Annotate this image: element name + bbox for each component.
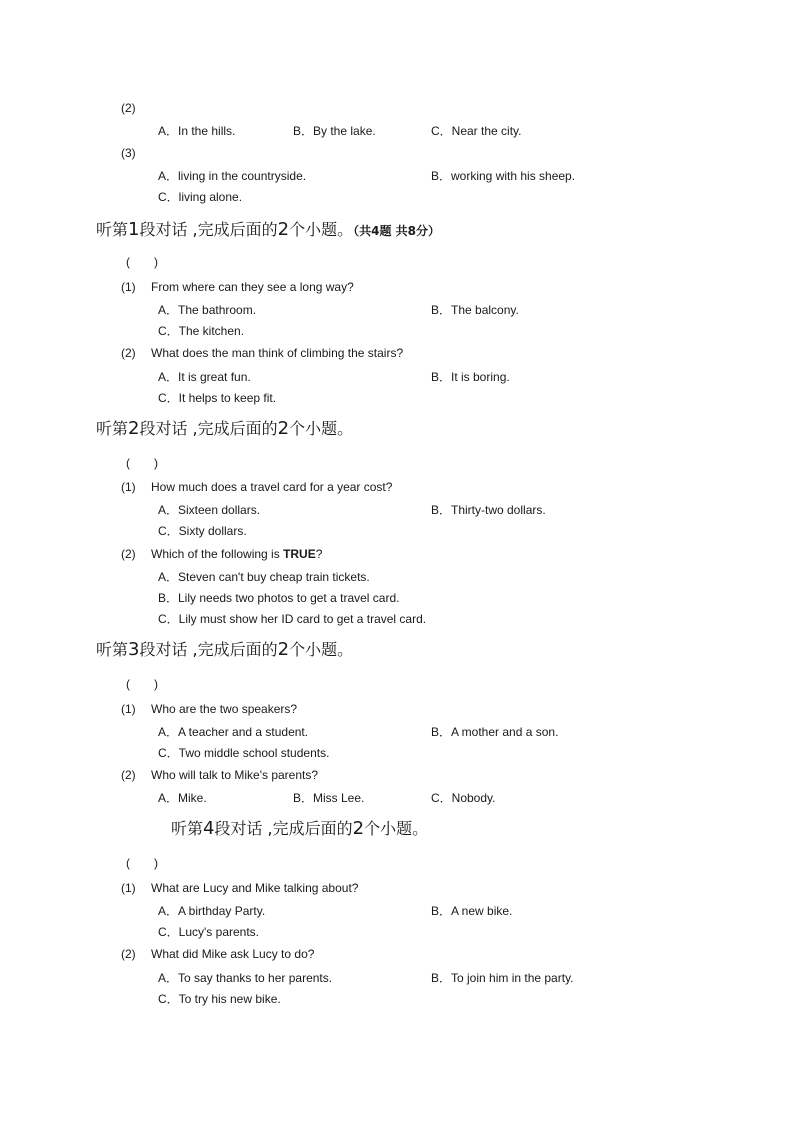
sec4-heading-pre: 听第 <box>171 819 204 838</box>
sec3-q2-option-c[interactable]: C．Nobody. <box>431 791 496 805</box>
sec0-q2-option-c[interactable]: C．Near the city. <box>431 124 522 138</box>
sec3-q1-option-a[interactable]: A．A teacher and a student. <box>158 725 309 739</box>
sec1-answer-paren[interactable]: ( ) <box>126 255 158 269</box>
sec3-heading-pre: 听第 <box>96 640 129 659</box>
sec3-q1-number: (1) <box>121 702 136 716</box>
sec0-q2-option-a[interactable]: A．In the hills. <box>158 124 236 138</box>
sec2-heading-mid: 段对话 ,完成后面的 <box>139 419 278 438</box>
sec2-q1-option-b[interactable]: B．Thirty-two dollars. <box>431 503 546 517</box>
sec4-q2-option-c[interactable]: C．To try his new bike. <box>158 992 281 1006</box>
sec4-q1-number: (1) <box>121 881 136 895</box>
sec4-q1-text: What are Lucy and Mike talking about? <box>151 881 359 895</box>
sec1-heading-mid: 段对话 ,完成后面的 <box>139 220 278 239</box>
sec3-heading-post: 个小题。 <box>289 640 354 659</box>
sec2-heading-count: 2 <box>277 418 290 439</box>
sec4-answer-paren[interactable]: ( ) <box>126 856 158 870</box>
sec0-q2-number: (2) <box>121 101 136 115</box>
sec3-heading <box>96 641 353 659</box>
sec0-q3-option-a[interactable]: A．living in the countryside. <box>158 169 307 183</box>
sec4-q2-text: What did Mike ask Lucy to do? <box>151 947 315 961</box>
sec0-q3-option-b[interactable]: B．working with his sheep. <box>431 169 576 183</box>
sec4-heading <box>171 820 428 838</box>
sec2-answer-paren[interactable]: ( ) <box>126 456 158 470</box>
sec2-q2-text-pre: Which of the following is <box>151 547 284 561</box>
sec2-q2-option-c[interactable]: C．Lily must show her ID card to get a travel card. <box>158 612 427 626</box>
sec1-heading-post: 个小题。 <box>289 220 354 239</box>
sec4-q1-option-c[interactable]: C．Lucy's parents. <box>158 925 259 939</box>
sec3-q2-text: Who will talk to Mike's parents? <box>151 768 319 782</box>
sec3-q1-text: Who are the two speakers? <box>151 702 298 716</box>
sec1-q2-option-c[interactable]: C．It helps to keep fit. <box>158 391 277 405</box>
sec1-q2-number: (2) <box>121 346 136 360</box>
sec3-heading-count: 2 <box>277 639 290 660</box>
sec0-q3-option-c[interactable]: C．living alone. <box>158 190 243 204</box>
sec3-q1-option-b[interactable]: B．A mother and a son. <box>431 725 559 739</box>
sec1-heading-count: 2 <box>277 219 290 240</box>
sec4-heading-number: 4 <box>203 818 215 839</box>
sec1-q1-number: (1) <box>121 280 136 294</box>
sec3-q1-option-c[interactable]: C．Two middle school students. <box>158 746 330 760</box>
sec2-q1-option-a[interactable]: A．Sixteen dollars. <box>158 503 261 517</box>
sec3-q2-option-a[interactable]: A．Mike. <box>158 791 207 805</box>
sec1-q2-text: What does the man think of climbing the stairs? <box>151 346 404 360</box>
sec4-heading-count: 2 <box>352 818 365 839</box>
sec2-q1-option-c[interactable]: C．Sixty dollars. <box>158 524 247 538</box>
sec2-q1-text: How much does a travel card for a year cost? <box>151 480 393 494</box>
sec2-q2-text-post: ? <box>315 547 323 561</box>
sec4-q1-option-a[interactable]: A．A birthday Party. <box>158 904 266 918</box>
sec2-q2-option-a[interactable]: A．Steven can't buy cheap train tickets. <box>158 570 370 584</box>
sec4-q1-option-b[interactable]: B．A new bike. <box>431 904 513 918</box>
sec4-q2-option-a[interactable]: A．To say thanks to her parents. <box>158 971 333 985</box>
sec3-q2-number: (2) <box>121 768 136 782</box>
sec2-q2-number: (2) <box>121 547 136 561</box>
sec4-heading-mid: 段对话 ,完成后面的 <box>214 819 353 838</box>
sec4-q2-option-b[interactable]: B．To join him in the party. <box>431 971 574 985</box>
sec2-heading <box>96 420 353 438</box>
sec1-q2-option-a[interactable]: A．It is great fun. <box>158 370 251 384</box>
sec2-q2-text <box>151 548 322 560</box>
sec3-heading-number: 3 <box>128 639 140 660</box>
sec2-heading-post: 个小题。 <box>289 419 354 438</box>
sec2-heading-number: 2 <box>128 418 140 439</box>
sec2-q1-number: (1) <box>121 480 136 494</box>
sec1-heading-number: 1 <box>128 219 140 240</box>
sec1-heading-note: （共4题 共8分） <box>353 224 441 238</box>
sec1-q2-option-b[interactable]: B．It is boring. <box>431 370 510 384</box>
sec0-q3-number: (3) <box>121 146 136 160</box>
sec1-q1-option-c[interactable]: C．The kitchen. <box>158 324 245 338</box>
sec1-q1-text: From where can they see a long way? <box>151 280 354 294</box>
sec1-heading-pre: 听第 <box>96 220 129 239</box>
sec4-q2-number: (2) <box>121 947 136 961</box>
sec1-q1-option-b[interactable]: B．The balcony. <box>431 303 519 317</box>
sec3-answer-paren[interactable]: ( ) <box>126 677 158 691</box>
sec0-q2-option-b[interactable]: B．By the lake. <box>293 124 376 138</box>
sec4-heading-post: 个小题。 <box>364 819 429 838</box>
sec3-heading-mid: 段对话 ,完成后面的 <box>139 640 278 659</box>
sec1-heading <box>96 221 440 239</box>
sec2-q2-text-emphasis: TRUE <box>283 547 316 561</box>
sec3-q2-option-b[interactable]: B．Miss Lee. <box>293 791 365 805</box>
sec2-q2-option-b[interactable]: B．Lily needs two photos to get a travel card. <box>158 591 400 605</box>
sec1-q1-option-a[interactable]: A．The bathroom. <box>158 303 257 317</box>
sec2-heading-pre: 听第 <box>96 419 129 438</box>
